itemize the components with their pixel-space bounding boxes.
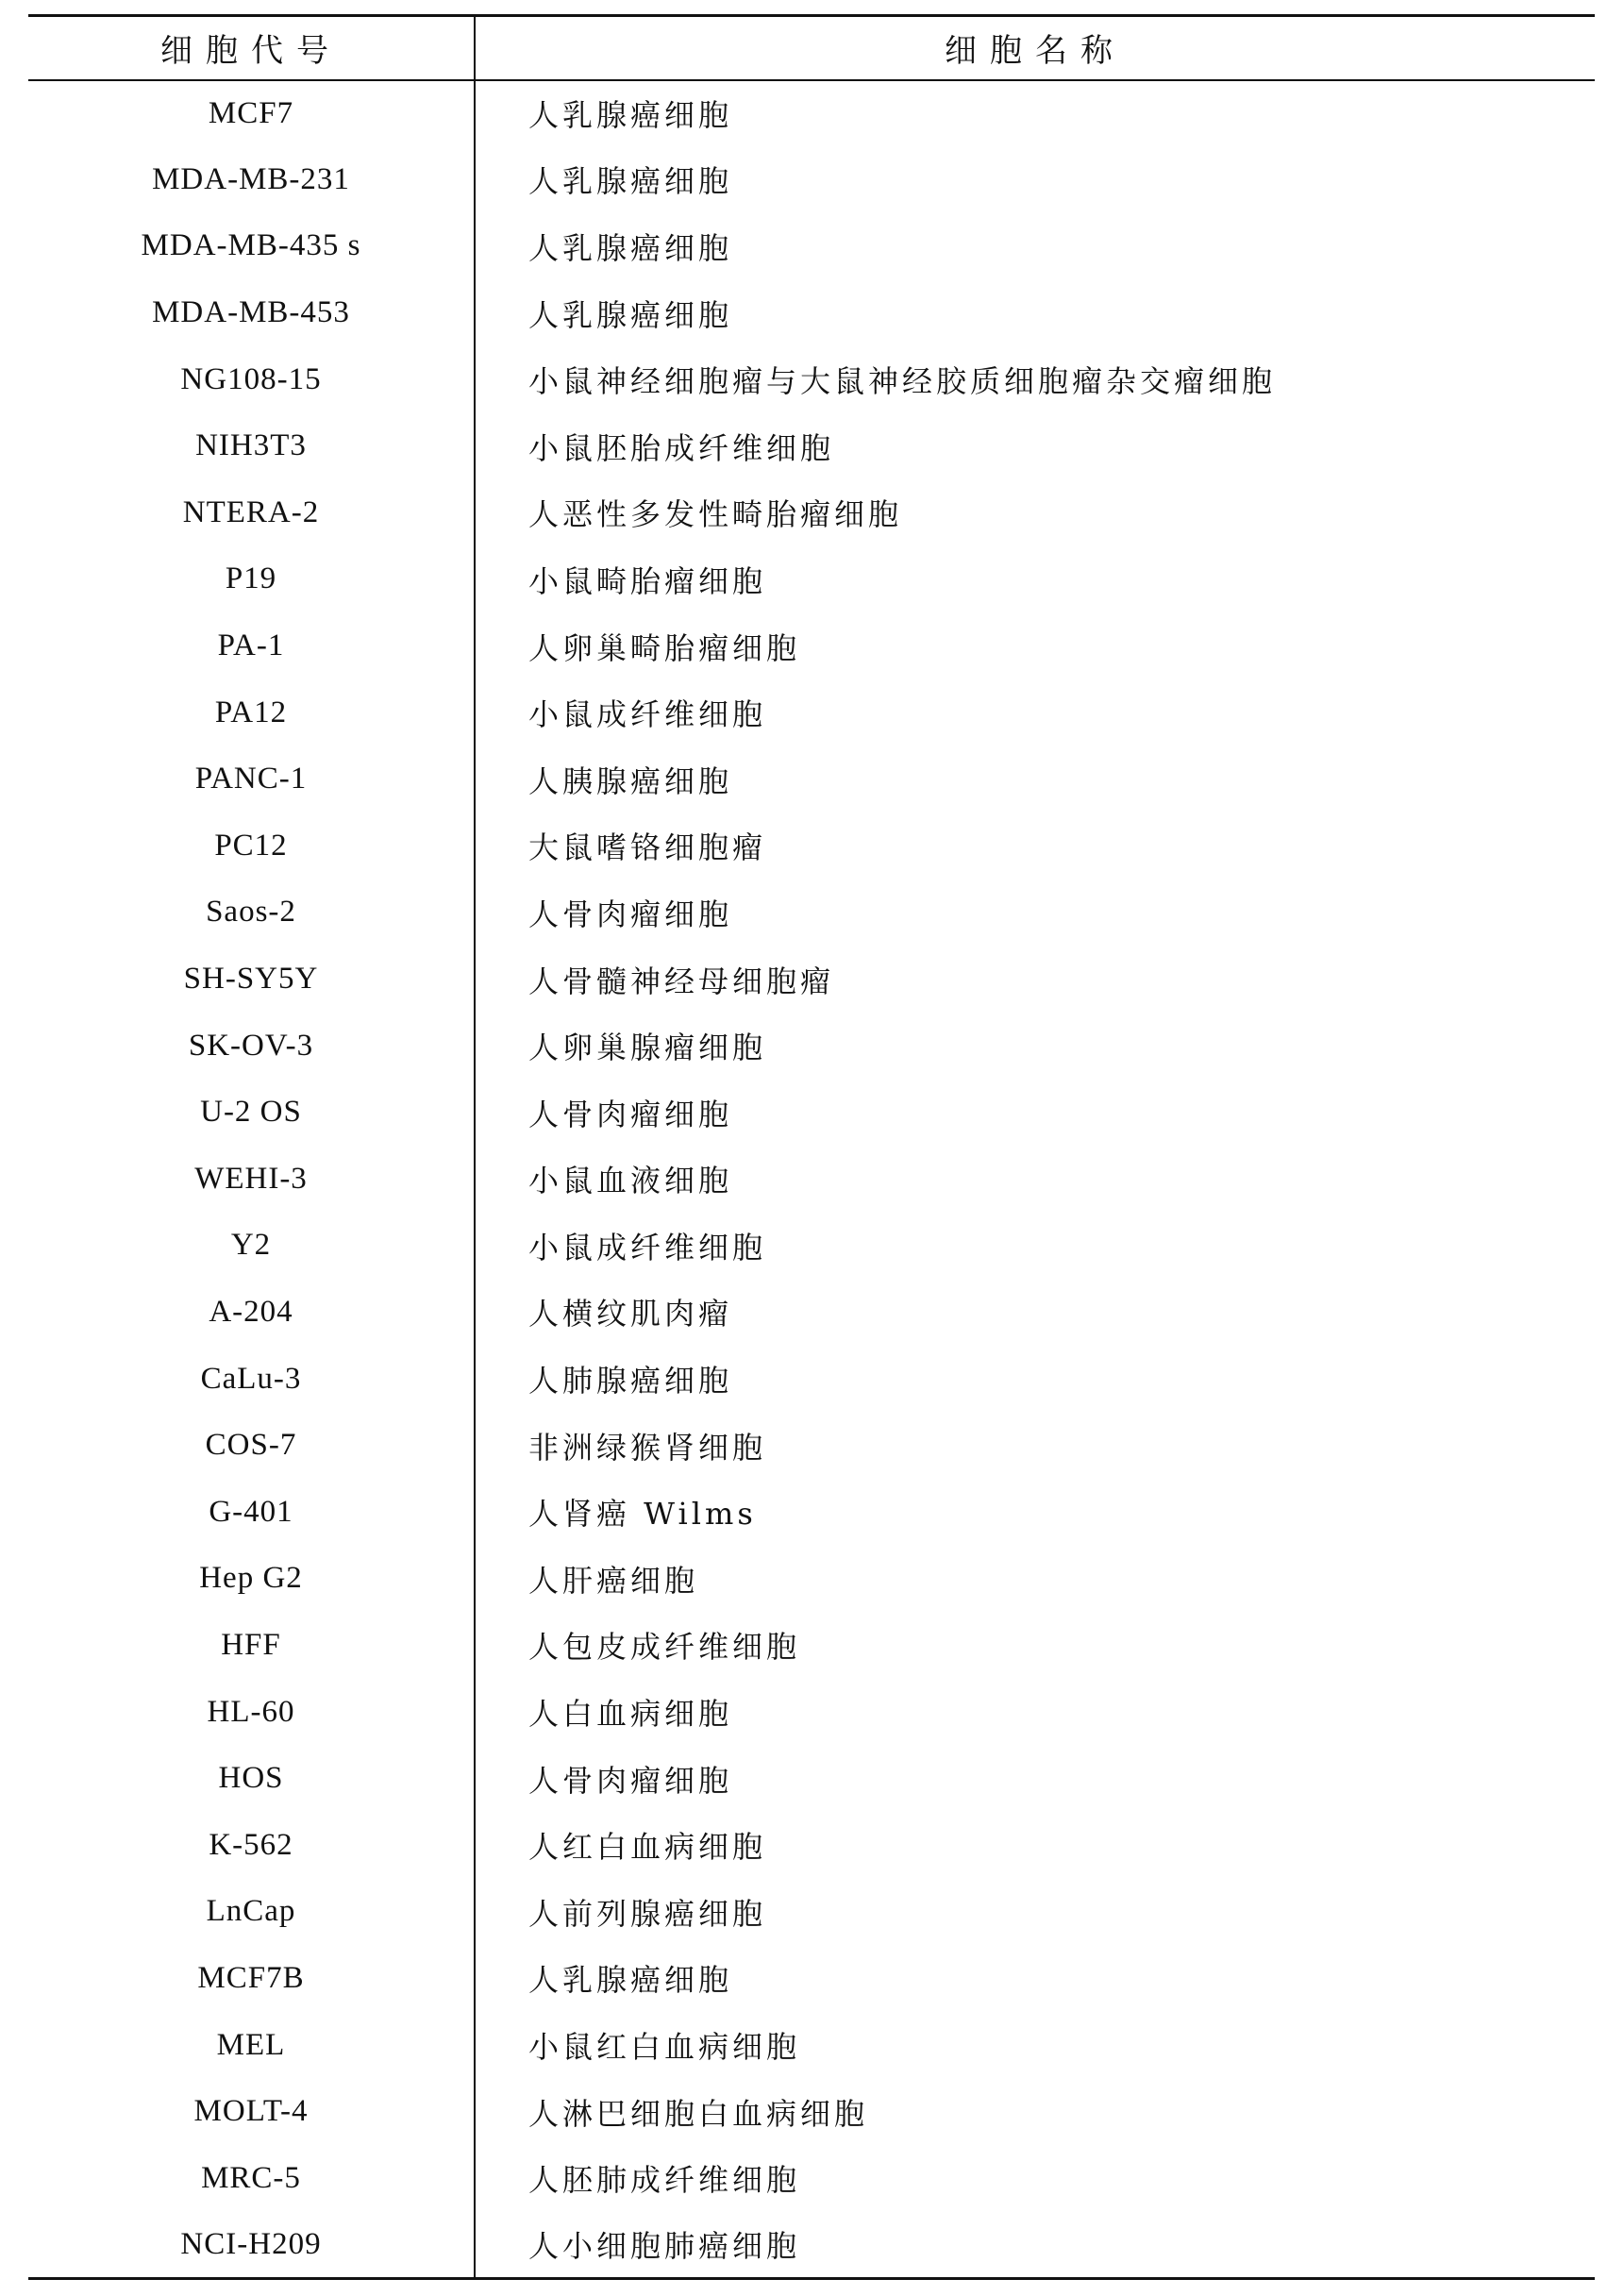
cell-line-name: 人肾癌 Wilms (528, 1496, 757, 1533)
cell-line-name: 人前列腺癌细胞 (528, 1895, 767, 1932)
table-row (28, 679, 1595, 746)
table-row (28, 1879, 1595, 1946)
cell-line-name: 人恶性多发性畸胎瘤细胞 (528, 496, 903, 533)
table-row (28, 813, 1595, 880)
cell-line-name: 人胚肺成纤维细胞 (528, 2162, 801, 2199)
table-row (28, 2012, 1595, 2079)
cell-line-name: 人胰腺癌细胞 (528, 763, 733, 799)
table-header-row (28, 16, 1595, 80)
cell-line-code: PANC-1 (28, 746, 475, 813)
cell-line-code: MDA-MB-435 s (28, 213, 475, 280)
cell-line-name: 人淋巴细胞白血病细胞 (528, 2095, 869, 2132)
cell-line-code: MCF7 (28, 80, 475, 147)
cell-line-name: 人乳腺癌细胞 (528, 97, 733, 134)
table-row (28, 546, 1595, 613)
cell-line-code: Saos-2 (28, 880, 475, 947)
cell-line-code: CaLu-3 (28, 1346, 475, 1413)
table-body (28, 80, 1595, 2279)
cell-line-code: MEL (28, 2012, 475, 2079)
cell-line-name: 人骨髓神经母细胞瘤 (528, 963, 835, 999)
cell-line-name: 人肝癌细胞 (528, 1562, 699, 1599)
cell-line-code: NIH3T3 (28, 412, 475, 479)
cell-line-name: 人骨肉瘤细胞 (528, 1762, 733, 1799)
cell-line-code: NCI-H209 (28, 2212, 475, 2279)
cell-line-code: HFF (28, 1612, 475, 1679)
cell-line-name: 人肺腺癌细胞 (528, 1363, 733, 1399)
cell-line-code: A-204 (28, 1279, 475, 1346)
table-row (28, 746, 1595, 813)
table-row (28, 1546, 1595, 1613)
cell-line-code: PA-1 (28, 612, 475, 679)
table-row (28, 1079, 1595, 1146)
table-row (28, 2078, 1595, 2145)
cell-line-code: SH-SY5Y (28, 946, 475, 1013)
cell-line-code: NTERA-2 (28, 479, 475, 546)
cell-line-name: 小鼠红白血病细胞 (528, 2029, 801, 2066)
cell-line-name: 小鼠畸胎瘤细胞 (528, 562, 767, 599)
cell-line-name: 人横纹肌肉瘤 (528, 1296, 733, 1332)
cell-line-code: Hep G2 (28, 1546, 475, 1613)
table-row (28, 1945, 1595, 2012)
cell-line-name: 人小细胞肺癌细胞 (475, 2212, 1595, 2279)
cell-line-code: U-2 OS (28, 1079, 475, 1146)
cell-line-name: 人骨肉瘤细胞 (528, 1096, 733, 1132)
cell-line-code: G-401 (28, 1479, 475, 1546)
cell-line-name: 人红白血病细胞 (528, 1829, 767, 1866)
cell-line-name: 小鼠成纤维细胞 (528, 696, 767, 733)
cell-line-code: MOLT-4 (28, 2078, 475, 2145)
cell-line-code: MDA-MB-231 (28, 146, 475, 213)
header-cell-name: 细胞名称 (475, 16, 1595, 80)
table-row (28, 80, 1595, 147)
cell-line-code: PC12 (28, 813, 475, 880)
table-row (28, 279, 1595, 346)
table-row (28, 1679, 1595, 1746)
cell-line-code: MCF7B (28, 1945, 475, 2012)
cell-line-code: PA12 (28, 679, 475, 746)
cell-line-name: 人乳腺癌细胞 (528, 163, 733, 200)
cell-line-name: 人卵巢腺瘤细胞 (528, 1030, 767, 1066)
table-row (28, 612, 1595, 679)
table-row (28, 1013, 1595, 1080)
table-row (28, 2145, 1595, 2212)
cell-line-name: 人乳腺癌细胞 (528, 229, 733, 266)
table-row (28, 2212, 1595, 2279)
cell-line-code: SK-OV-3 (28, 1013, 475, 1080)
cell-line-name: 人乳腺癌细胞 (528, 296, 733, 333)
table-row (28, 946, 1595, 1013)
header-cell-code: 细胞代号 (28, 16, 475, 80)
table-row (28, 1745, 1595, 1812)
table-row (28, 1279, 1595, 1346)
cell-line-code: NG108-15 (28, 346, 475, 413)
cell-line-code: MDA-MB-453 (28, 279, 475, 346)
table-row (28, 479, 1595, 546)
table-row (28, 1479, 1595, 1546)
cell-line-code: WEHI-3 (28, 1146, 475, 1213)
cell-line-code: HL-60 (28, 1679, 475, 1746)
table-row (28, 880, 1595, 947)
table-row (28, 1146, 1595, 1213)
cell-line-code: HOS (28, 1745, 475, 1812)
cell-line-code: Y2 (28, 1213, 475, 1280)
cell-line-name: 非洲绿猴肾细胞 (528, 1429, 767, 1466)
cell-line-name: 小鼠胚胎成纤维细胞 (528, 429, 835, 466)
cell-line-name: 小鼠血液细胞 (528, 1163, 733, 1199)
cell-line-name: 小鼠成纤维细胞 (528, 1229, 767, 1265)
cell-line-table (28, 14, 1595, 2280)
cell-line-code: P19 (28, 546, 475, 613)
table-row (28, 346, 1595, 413)
table-row (28, 412, 1595, 479)
cell-line-name: 人卵巢畸胎瘤细胞 (528, 629, 801, 666)
table-row (28, 1412, 1595, 1479)
cell-line-code: K-562 (28, 1812, 475, 1879)
cell-line-table-container (28, 14, 1595, 2280)
cell-line-name: 大鼠嗜铬细胞瘤 (528, 830, 767, 866)
table-row (28, 1346, 1595, 1413)
table-row (28, 1612, 1595, 1679)
cell-line-name: 人包皮成纤维细胞 (528, 1629, 801, 1666)
cell-line-name: 小鼠神经细胞瘤与大鼠神经胶质细胞瘤杂交瘤细胞 (528, 363, 1277, 400)
table-row (28, 146, 1595, 213)
table-row (28, 1213, 1595, 1280)
table-row (28, 213, 1595, 280)
cell-line-code: COS-7 (28, 1412, 475, 1479)
cell-line-code: MRC-5 (28, 2145, 475, 2212)
cell-line-name: 人乳腺癌细胞 (528, 1962, 733, 1999)
cell-line-name: 人白血病细胞 (528, 1696, 733, 1733)
table-row (28, 1812, 1595, 1879)
cell-line-name: 人骨肉瘤细胞 (528, 896, 733, 932)
cell-line-code: LnCap (28, 1879, 475, 1946)
